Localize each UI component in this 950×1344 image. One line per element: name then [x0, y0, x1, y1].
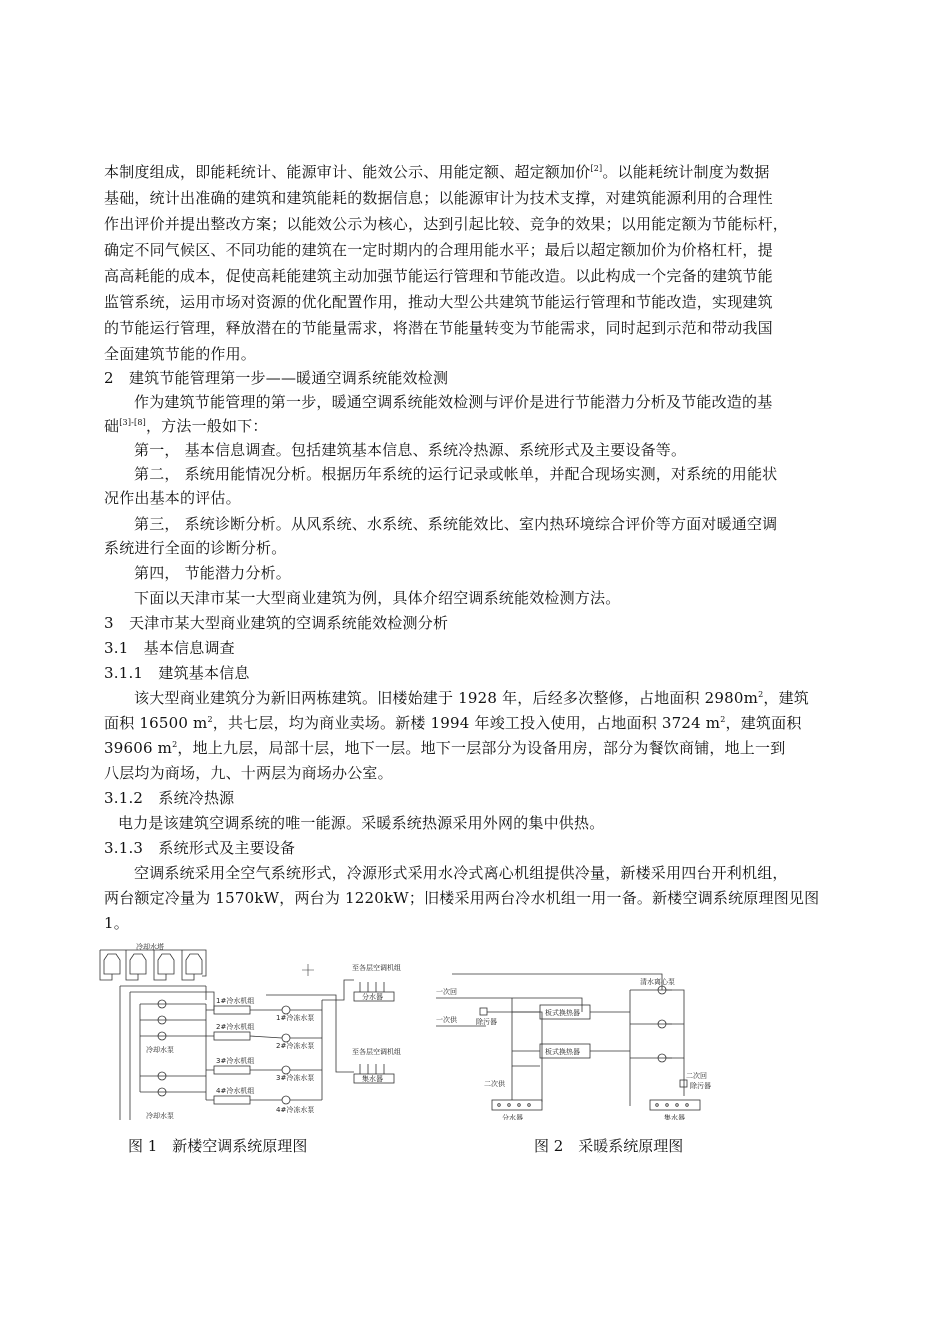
subsubsection-heading: 3.1.2 系统冷热源	[104, 789, 235, 807]
citation: [3]-[8]	[119, 418, 146, 427]
list-item: 第二， 系统用能情况分析。根据历年系统的运行记录或帐单，并配合现场实测，对系统的用能状	[134, 465, 778, 483]
figure-1	[96, 940, 416, 1125]
paragraph-line: 八层均为商场，九、十两层为商场办公室。	[104, 764, 393, 782]
cooling-tower-icon	[104, 954, 202, 974]
section-heading: 3 天津市某大型商业建筑的空调系统能效检测分析	[104, 614, 449, 632]
list-item: 第三， 系统诊断分析。从风系统、水系统、系统能效比、室内热环境综合评价等方面对暖通空调	[134, 515, 778, 533]
fig2-label: 集水器	[664, 1114, 685, 1120]
fig1-label: 冷却水泵	[146, 1112, 174, 1120]
fig1-label: 1#冷水机组	[216, 997, 255, 1005]
section-heading: 2 建筑节能管理第一步——暖通空调系统能效检测	[104, 369, 449, 387]
list-item: 第一， 基本信息调查。包括建筑基本信息、系统冷热源、系统形式及主要设备等。	[134, 441, 687, 459]
paragraph-line: 两台额定冷量为 1570kW，两台为 1220kW；旧楼采用两台冷水机组一用一备。新楼空调系统原理图见图	[104, 889, 820, 907]
paragraph-line: 高高耗能的成本，促使高耗能建筑主动加强节能运行管理和节能改造。以此构成一个完备的建筑节能	[104, 267, 773, 285]
fig2-label: 除污器	[690, 1082, 711, 1090]
paragraph-line: 况作出基本的评估。	[104, 489, 241, 507]
paragraph-line: 本制度组成，即能耗统计、能源审计、能效公示、用能定额、超定额加价[2]。以能耗统计制度为数据	[104, 163, 770, 181]
fig1-label: 3#冷冻水泵	[276, 1074, 315, 1082]
filter-icon	[680, 1080, 687, 1087]
figure-2-caption: 图 2 采暖系统原理图	[534, 1137, 684, 1155]
fig1-label: 2#冷冻水泵	[276, 1042, 315, 1050]
paragraph-line: 基础，统计出准确的建筑和建筑能耗的数据信息；以能源审计为技术支撑，对建筑能源利用的合理性	[104, 189, 773, 207]
fig2-label: 分水器	[502, 1114, 523, 1120]
fig1-label: 冷却水塔	[136, 943, 164, 951]
fig2-label: 二次供	[484, 1080, 505, 1088]
paragraph-line: 下面以天津市某一大型商业建筑为例，具体介绍空调系统能效检测方法。	[134, 589, 621, 607]
paragraph-line: 的节能运行管理，释放潜在的节能量需求，将潜在节能量转变为节能需求，同时起到示范和带动我国	[104, 319, 773, 337]
paragraph-line: 1。	[104, 914, 129, 932]
fig1-label: 2#冷水机组	[216, 1023, 255, 1031]
fig2-label: 除污器	[476, 1018, 497, 1026]
fig2-label: 一次回	[436, 988, 457, 996]
figure-2	[432, 960, 732, 1120]
subsection-heading: 3.1 基本信息调查	[104, 639, 235, 657]
figure-1-caption: 图 1 新楼空调系统原理图	[128, 1137, 308, 1155]
fig2-label: 一次供	[436, 1016, 457, 1024]
fig1-label: 3#冷水机组	[216, 1057, 255, 1065]
paragraph-line: 全面建筑节能的作用。	[104, 345, 257, 363]
paragraph-line: 作出评价并提出整改方案；以能效公示为核心，达到引起比较、竞争的效果；以用能定额为节能标杆，	[104, 215, 789, 233]
citation: [2]	[590, 164, 603, 173]
fig2-label: 板式换热器	[545, 1009, 580, 1017]
subsubsection-heading: 3.1.3 系统形式及主要设备	[104, 839, 296, 857]
paragraph-line: 作为建筑节能管理的第一步，暖通空调系统能效检测与评价是进行节能潜力分析及节能改造的基	[134, 393, 773, 411]
paragraph-line: 系统进行全面的诊断分析。	[104, 539, 287, 557]
paragraph-line: 面积 16500 $m^2$，共七层，均为商业卖场。新楼 1994 年竣工投入使用，占地面积 3724 $m^2$，建筑面积	[104, 714, 802, 732]
fig1-label: 至各层空调机组	[352, 1048, 401, 1056]
fig1-label: 分水器	[362, 993, 383, 1001]
fig2-label: 板式换热器	[545, 1048, 580, 1056]
fig1-label: 冷却水泵	[146, 1046, 174, 1054]
paragraph-line: 空调系统采用全空气系统形式，冷源形式采用水冷式离心机组提供冷量，新楼采用四台开利机组，	[134, 864, 788, 882]
paragraph-line: 础[3]-[8]，方法一般如下：	[104, 417, 268, 435]
paragraph-line: 监管系统，运用市场对资源的优化配置作用，推动大型公共建筑节能运行管理和节能改造，实现建筑	[104, 293, 773, 311]
fig2-label: 二次回	[686, 1072, 707, 1080]
paragraph-line: 电力是该建筑空调系统的唯一能源。采暖系统热源采用外网的集中供热。	[118, 814, 605, 832]
fig2-label: 清水离心泵	[640, 978, 675, 986]
paragraph-line: 确定不同气候区、不同功能的建筑在一定时期内的合理用能水平；最后以超定额加价为价格杠杆，提	[104, 241, 773, 259]
subsubsection-heading: 3.1.1 建筑基本信息	[104, 664, 250, 682]
paragraph-line: 39606 $m^2$，地上九层，局部十层，地下一层。地下一层部分为设备用房，部分为餐饮商铺，地上一到	[104, 739, 786, 757]
fig1-label: 4#冷水机组	[216, 1087, 255, 1095]
paragraph-line: 该大型商业建筑分为新旧两栋建筑。旧楼始建于 1928 年，后经多次整修，占地面积 $2980m^2$，建筑	[134, 689, 809, 707]
fig1-label: 至各层空调机组	[352, 964, 401, 972]
fig1-label: 4#冷冻水泵	[276, 1106, 315, 1114]
list-item: 第四， 节能潜力分析。	[134, 564, 291, 582]
filter-icon	[480, 1008, 487, 1015]
fig1-label: 集水器	[362, 1075, 383, 1083]
fig1-label: 1#冷冻水泵	[276, 1014, 315, 1022]
